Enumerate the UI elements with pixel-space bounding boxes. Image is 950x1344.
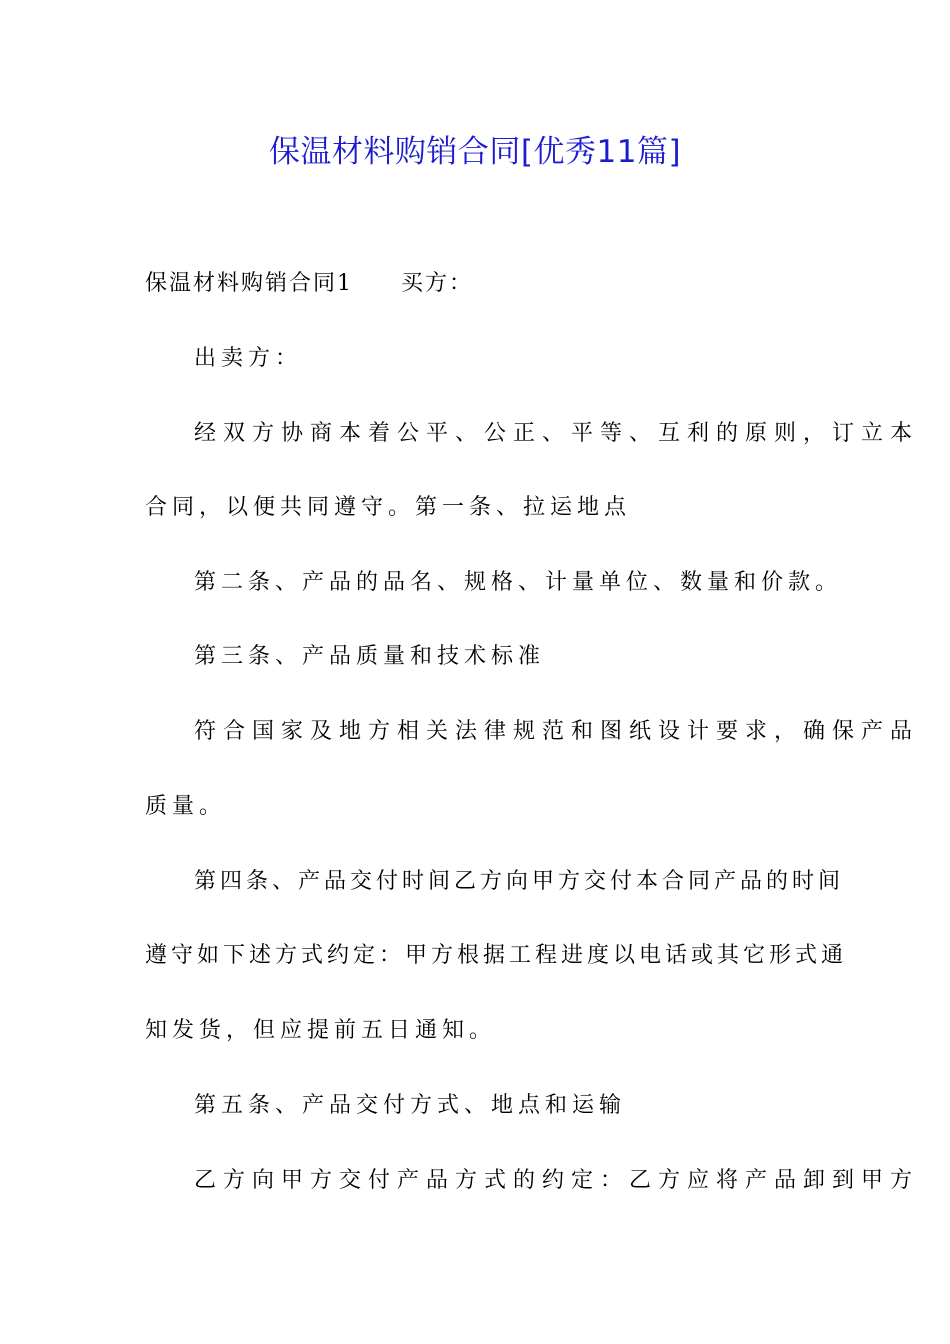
article-4-line-3: 知发货，但应提前五日通知。: [145, 1018, 497, 1043]
page-title: 保温材料购销合同[优秀11篇]: [268, 134, 682, 170]
paragraph-quality-line-2: 质量。: [145, 794, 227, 819]
article-3: 第三条、产品质量和技术标准: [194, 644, 546, 669]
buyer-label: 买方：: [401, 271, 474, 296]
seller-label: 出卖方：: [194, 346, 303, 371]
article-4-line-2: 遵守如下述方式约定：甲方根据工程进度以电话或其它形式通: [145, 943, 848, 968]
contract-heading: 保温材料购销合同1: [145, 271, 353, 296]
article-5: 第五条、产品交付方式、地点和运输: [194, 1093, 627, 1118]
paragraph-intro-line-1: 经双方协商本着公平、公正、平等、互利的原则，订立本: [194, 421, 920, 446]
paragraph-intro-line-2: 合同，以便共同遵守。第一条、拉运地点: [145, 495, 632, 520]
article-4-line-1: 第四条、产品交付时间乙方向甲方交付本合同产品的时间: [194, 869, 845, 894]
paragraph-quality-line-1: 符合国家及地方相关法律规范和图纸设计要求，确保产品: [194, 719, 920, 744]
article-2: 第二条、产品的品名、规格、计量单位、数量和价款。: [194, 570, 843, 595]
paragraph-delivery-line-1: 乙方向甲方交付产品方式的约定：乙方应将产品卸到甲方: [194, 1168, 920, 1193]
contract-heading-line: [145, 268, 473, 300]
